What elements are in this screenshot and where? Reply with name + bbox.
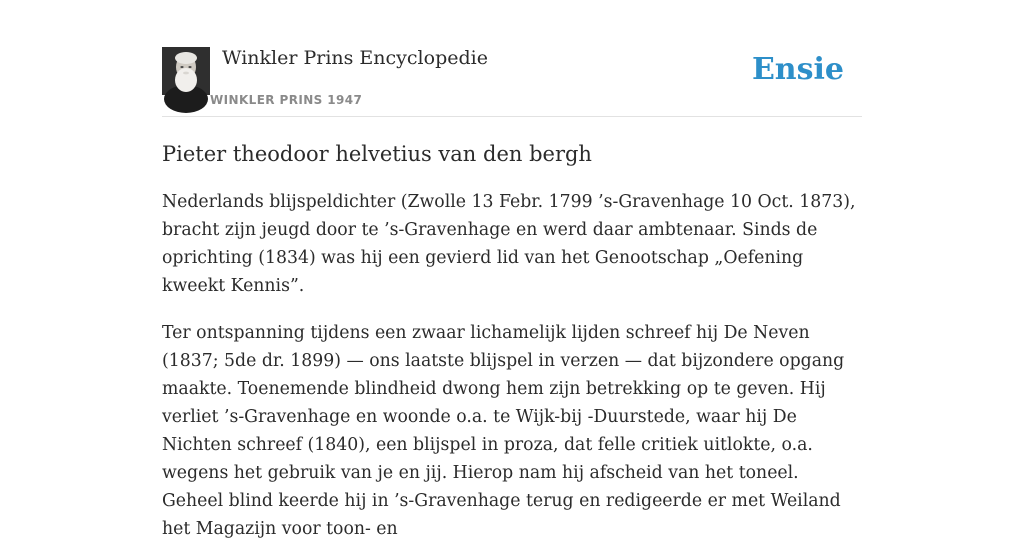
site-title[interactable]: Winkler Prins Encyclopedie <box>222 47 488 69</box>
article <box>162 138 862 543</box>
article-paragraph-1: Nederlands blijspeldichter (Zwolle 13 Febr. 1799 ’s-Gravenhage 10 Oct. 1873), bracht zijn jeugd door te ’s-Gravenhage en werd daar ambtenaar. Sinds de oprichting (1834) was hij een gevierd lid van het Genootschap „Oefening kweekt Kennis”. <box>162 192 856 296</box>
article-title: Pieter theodoor helvetius van den bergh <box>162 142 592 166</box>
site-header <box>162 46 862 117</box>
article-paragraph-2: Ter ontspanning tijdens een zwaar lichamelijk lijden schreef hij De Neven (1837; 5de dr. 1899) — ons laatste blijspel in verzen — dat bijzondere opgang maakte. Toenemende blindheid dwong hem zijn betrekking op te geven. Hij verliet ’s-Gravenhage en woonde o.a. te Wijk-bij -Duurstede, waar hij De Nichten schreef (1840), een blijspel in proza, dat felle critiek uitlokte, o.a. wegens het gebruik van je en jij. Hierop nam hij afscheid van het toneel. Geheel blind keerde hij in ’s-Gravenhage terug en redigeerde er met Weiland het Magazijn voor toon- en <box>162 323 845 539</box>
avatar-icon[interactable] <box>162 47 210 95</box>
edition-label[interactable]: WINKLER PRINS 1947 <box>210 93 363 107</box>
bearded-man-portrait-icon <box>162 47 210 95</box>
brand-logo[interactable]: Ensie <box>751 52 844 87</box>
